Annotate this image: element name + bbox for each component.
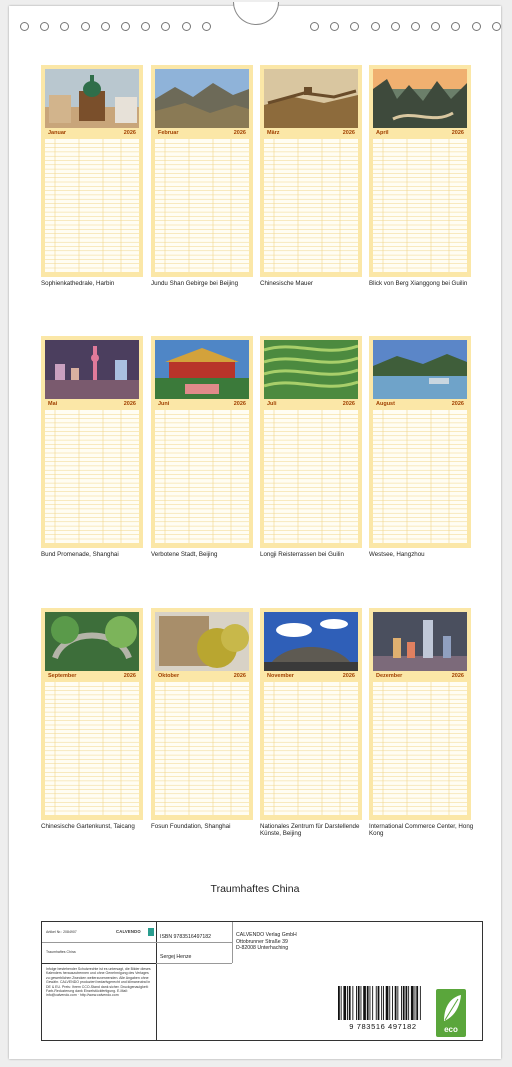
month-caption: Westsee, Hangzhou xyxy=(369,551,425,558)
month-header xyxy=(45,129,139,138)
month-caption: Longji Reisterrassen bei Guilin xyxy=(260,551,344,558)
month-caption: Chinesische Gartenkunst, Taicang xyxy=(41,823,135,830)
month-header xyxy=(264,400,358,409)
binding-hole xyxy=(472,22,481,31)
month-year: 2026 xyxy=(123,401,136,407)
legal-fine-print: Infolge bestehender Schutzrechte ist es untersagt, die Bilder dieses Kalenders herauszutrennen und ohne Genehmigung des Verlages zu gewerblichen Zwecken weiterzuverwenden. Alle Angaben ohne Gewähr. CALVENDO produziert bedarfsgerecht und klimaneutral in DE & EU. Preis: Ihrem CCO-Stand dank sicher. Druckgenauigkeit: Farb-Reduzierung dank Einzelstückfertigung. E-Mail: info@calvendo.com · http://www.calvendo.com xyxy=(46,967,151,998)
month-header xyxy=(155,672,249,681)
planner-grid xyxy=(155,139,249,272)
divider xyxy=(232,922,233,963)
planner-grid xyxy=(45,682,139,815)
month-photo xyxy=(264,69,358,128)
month-year: 2026 xyxy=(451,401,464,407)
month-name: März xyxy=(267,130,280,136)
month-panel-8 xyxy=(369,336,471,548)
month-name: Mai xyxy=(48,401,58,407)
month-year: 2026 xyxy=(233,673,246,679)
binding-hole xyxy=(492,22,501,31)
month-photo xyxy=(373,340,467,399)
planner-grid xyxy=(373,139,467,272)
binding-hole xyxy=(371,22,380,31)
eco-badge xyxy=(436,989,466,1037)
month-photo xyxy=(264,612,358,671)
publisher-street: Ottobrunner Straße 39 xyxy=(236,938,288,945)
month-panel-4 xyxy=(369,65,471,277)
logo-mark xyxy=(148,928,154,936)
binding-hole xyxy=(141,22,150,31)
month-photo xyxy=(45,69,139,128)
month-header xyxy=(45,672,139,681)
month-header xyxy=(373,400,467,409)
month-caption: Sophienkathedrale, Harbin xyxy=(41,280,115,287)
eco-label: eco xyxy=(444,1025,458,1034)
planner-grid xyxy=(155,410,249,543)
month-photo xyxy=(155,612,249,671)
month-name: April xyxy=(376,130,389,136)
month-year: 2026 xyxy=(123,673,136,679)
binding-hole xyxy=(161,22,170,31)
binding-hole xyxy=(310,22,319,31)
planner-grid xyxy=(264,410,358,543)
month-panel-12 xyxy=(369,608,471,820)
month-header xyxy=(45,400,139,409)
binding-hole xyxy=(431,22,440,31)
planner-grid xyxy=(45,139,139,272)
month-photo xyxy=(45,340,139,399)
binding-hole xyxy=(202,22,211,31)
month-header xyxy=(264,129,358,138)
isbn: ISBN 9783516497182 xyxy=(160,934,212,940)
divider xyxy=(156,922,157,1040)
divider xyxy=(156,942,232,943)
binding-hole xyxy=(40,22,49,31)
month-panel-11 xyxy=(260,608,362,820)
month-year: 2026 xyxy=(123,130,136,136)
binding-hole xyxy=(411,22,420,31)
month-name: Februar xyxy=(158,130,179,136)
article-number: Artikel Nr.: 2084907 xyxy=(46,930,77,934)
calvendo-logo xyxy=(116,928,154,939)
publisher-name: CALVENDO Verlag GmbH xyxy=(236,932,297,938)
barcode xyxy=(334,986,432,1030)
binding-hole xyxy=(101,22,110,31)
calendar-sheet xyxy=(9,6,501,1059)
month-photo xyxy=(45,612,139,671)
month-photo xyxy=(264,340,358,399)
month-panel-7 xyxy=(260,336,362,548)
month-photo xyxy=(373,69,467,128)
month-panel-5 xyxy=(41,336,143,548)
month-name: November xyxy=(267,673,294,679)
month-caption: Fosun Foundation, Shanghai xyxy=(151,823,231,830)
month-name: August xyxy=(376,401,395,407)
month-name: Dezember xyxy=(376,673,403,679)
month-caption: Verbotene Stadt, Beijing xyxy=(151,551,218,558)
publisher-city: D-82008 Unterhaching xyxy=(236,945,289,951)
calvendo-logo-text: CALVENDO xyxy=(116,929,141,934)
month-caption: Bund Promenade, Shanghai xyxy=(41,551,119,558)
month-year: 2026 xyxy=(342,673,355,679)
month-name: Januar xyxy=(48,130,67,136)
binding-hole xyxy=(182,22,191,31)
binding-hole xyxy=(121,22,130,31)
month-photo xyxy=(155,69,249,128)
month-caption: Chinesische Mauer xyxy=(260,280,313,287)
month-caption: International Commerce Center, Hong Kong xyxy=(369,823,474,838)
month-name: Juli xyxy=(267,401,277,407)
month-panel-2 xyxy=(151,65,253,277)
planner-grid xyxy=(264,682,358,815)
month-name: Oktober xyxy=(158,673,180,679)
calendar-title: Traumhaftes China xyxy=(210,883,300,895)
planner-grid xyxy=(264,139,358,272)
month-photo xyxy=(373,612,467,671)
product-title: Traumhaftes China xyxy=(46,950,76,954)
binding-hole xyxy=(350,22,359,31)
month-panel-10 xyxy=(151,608,253,820)
planner-grid xyxy=(373,682,467,815)
month-panel-1 xyxy=(41,65,143,277)
month-header xyxy=(264,672,358,681)
month-year: 2026 xyxy=(342,130,355,136)
month-panel-6 xyxy=(151,336,253,548)
month-caption: Jundu Shan Gebirge bei Beijing xyxy=(151,280,239,287)
divider xyxy=(42,963,156,964)
month-year: 2026 xyxy=(342,401,355,407)
leaf-icon xyxy=(436,991,466,1027)
author: Sergej Henze xyxy=(160,954,192,960)
month-year: 2026 xyxy=(233,401,246,407)
binding-hole xyxy=(451,22,460,31)
month-year: 2026 xyxy=(451,130,464,136)
binding-hole xyxy=(330,22,339,31)
month-panel-9 xyxy=(41,608,143,820)
barcode-number: 9 783516 497182 xyxy=(349,1022,417,1031)
planner-grid xyxy=(45,410,139,543)
month-header xyxy=(155,129,249,138)
month-header xyxy=(373,672,467,681)
month-header xyxy=(373,129,467,138)
month-caption: Blick von Berg Xianggong bei Guilin xyxy=(369,280,468,287)
divider xyxy=(156,963,232,964)
binding-hole xyxy=(391,22,400,31)
divider xyxy=(42,942,156,943)
month-panel-3 xyxy=(260,65,362,277)
planner-grid xyxy=(373,410,467,543)
binding-hole xyxy=(60,22,69,31)
month-name: September xyxy=(48,673,77,679)
month-photo xyxy=(155,340,249,399)
barcode-bars xyxy=(334,986,432,1022)
month-name: Juni xyxy=(158,401,170,407)
binding-hole xyxy=(81,22,90,31)
month-caption: Nationales Zentrum für Darstellende Künste, Beijing xyxy=(260,823,360,838)
publisher-info-box xyxy=(41,921,483,1041)
month-year: 2026 xyxy=(233,130,246,136)
binding-hole xyxy=(20,22,29,31)
month-year: 2026 xyxy=(451,673,464,679)
month-header xyxy=(155,400,249,409)
planner-grid xyxy=(155,682,249,815)
